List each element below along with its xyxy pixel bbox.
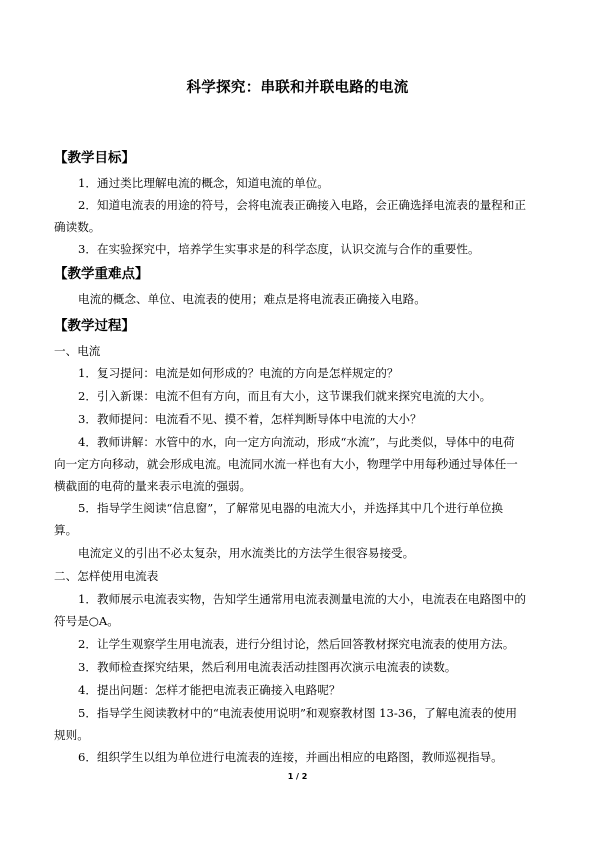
key-points-text: 电流的概念、单位、电流表的使用；难点是将电流表正确接入电路。 (78, 292, 426, 306)
section-heading-goals: 【教学目标】 (54, 150, 135, 166)
part1-item-2: 2．引入新课：电流不但有方向，而且有大小，这节课我们就来探究电流的大小。 (78, 389, 492, 403)
section-heading-key-points: 【教学重难点】 (54, 266, 149, 282)
part2-item-5: 5．指导学生阅读教材中的“电流表使用说明”和观察教材图 13-36，了解电流表的使用 (78, 706, 517, 720)
part1-item-1: 1．复习提问：电流是如何形成的？电流的方向是怎样规定的？ (78, 366, 399, 380)
goal-item-2: 2．知道电流表的用途的符号，会将电流表正确接入电路，会正确选择电流表的量程和正 (78, 198, 526, 212)
process-part1-title: 一、电流 (54, 344, 101, 358)
part2-item-1-cont: 符号是○A。 (54, 614, 119, 628)
goal-item-2-cont: 确读数。 (54, 220, 101, 234)
part2-item-6: 6．组织学生以组为单位进行电流表的连接，并画出相应的电路图，教师巡视指导。 (78, 750, 503, 764)
document-title: 科学探究：串联和并联电路的电流 (186, 80, 409, 96)
goal-item-3: 3．在实验探究中，培养学生实事求是的科学态度，认识交流与合作的重要性。 (78, 242, 480, 256)
part1-item-5-cont: 算。 (54, 523, 78, 537)
part2-item-5-cont: 规则。 (54, 728, 89, 742)
part1-note: 电流定义的引出不必太复杂，用水流类比的方法学生很容易接受。 (78, 546, 415, 560)
part1-item-4-cont-1: 向一定方向移动，就会形成电流。电流同水流一样也有大小，物理学中用每秒通过导体任一 (54, 457, 518, 471)
part1-item-4: 4．教师讲解：水管中的水，向一定方向流动，形成“水流”，与此类似，导体中的电荷 (78, 435, 515, 449)
part1-item-4-cont-2: 横截面的电荷的量来表示电流的强弱。 (54, 479, 252, 493)
section-heading-process: 【教学过程】 (54, 318, 135, 334)
part2-item-3: 3．教师检查探究结果，然后利用电流表活动挂图再次演示电流表的读数。 (78, 660, 457, 674)
part2-item-2: 2．让学生观察学生用电流表，进行分组讨论，然后回答教材探究电流表的使用方法。 (78, 637, 515, 651)
page-number: 1 / 2 (287, 772, 308, 781)
part1-item-5: 5．指导学生阅读“信息窗”，了解常见电器的电流大小，并选择其中几个进行单位换 (78, 501, 504, 515)
part2-item-4: 4．提出问题：怎样才能把电流表正确接入电路呢？ (78, 683, 341, 697)
part1-item-3: 3．教师提问：电流看不见、摸不着，怎样判断导体中电流的大小？ (78, 412, 422, 426)
goal-item-1: 1．通过类比理解电流的概念，知道电流的单位。 (78, 176, 329, 190)
part2-item-1: 1．教师展示电流表实物，告知学生通常用电流表测量电流的大小，电流表在电路图中的 (78, 592, 526, 606)
process-part2-title: 二、怎样使用电流表 (54, 569, 159, 583)
